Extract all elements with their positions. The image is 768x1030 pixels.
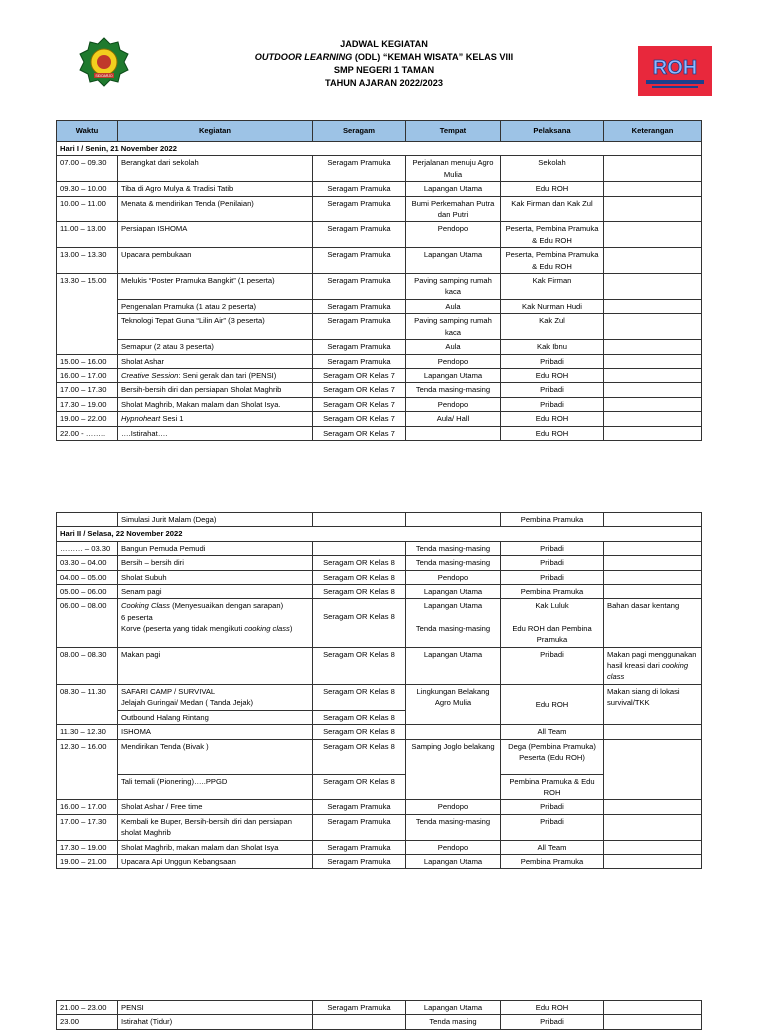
day-heading-row bbox=[57, 527, 702, 541]
cell-tempat: Pendopo bbox=[406, 840, 501, 854]
cell-tempat: Lingkungan Belakang Agro Mulia bbox=[406, 684, 501, 724]
cell-keterangan bbox=[604, 383, 702, 397]
table-row bbox=[57, 585, 702, 599]
cell-pelaksana: All Team bbox=[501, 725, 604, 739]
cell-kegiatan: ….Istirahat…. bbox=[118, 426, 313, 440]
cell-seragam: Seragam OR Kelas 7 bbox=[313, 368, 406, 382]
col-header-tempat: Tempat bbox=[406, 121, 501, 142]
cell-kegiatan: Creative Session: Seni gerak dan tari (PENSI) bbox=[118, 368, 313, 382]
cell-waktu: 16.00 – 17.00 bbox=[57, 368, 118, 382]
cell-keterangan bbox=[604, 800, 702, 814]
table-row bbox=[57, 684, 702, 710]
cell-kegiatan: Sholat Subuh bbox=[118, 570, 313, 584]
table-row bbox=[57, 397, 702, 411]
col-header-pelaksana: Pelaksana bbox=[501, 121, 604, 142]
cell-waktu: 17.00 – 17.30 bbox=[57, 814, 118, 840]
cell-keterangan bbox=[604, 513, 702, 527]
cell-keterangan bbox=[604, 585, 702, 599]
cell-seragam: Seragam Pramuka bbox=[313, 222, 406, 248]
cell-keterangan bbox=[604, 1015, 702, 1029]
cell-waktu: 13.30 – 15.00 bbox=[57, 274, 118, 354]
table-row bbox=[57, 156, 702, 182]
table-row bbox=[57, 274, 702, 300]
table-row bbox=[57, 412, 702, 426]
cell-waktu: 22.00 - …….. bbox=[57, 426, 118, 440]
schedule-table-day2-continued bbox=[56, 1000, 702, 1030]
cell-waktu: 15.00 – 16.00 bbox=[57, 354, 118, 368]
cell-pelaksana: Edu ROH bbox=[501, 684, 604, 724]
cell-kegiatan: Semapur (2 atau 3 peserta) bbox=[118, 340, 313, 354]
cell-kegiatan: Menata & mendirikan Tenda (Penilaian) bbox=[118, 196, 313, 222]
cell-seragam: Seragam OR Kelas 8 bbox=[313, 570, 406, 584]
cell-pelaksana: Pembina Pramuka bbox=[501, 854, 604, 868]
cell-pelaksana: Pribadi bbox=[501, 800, 604, 814]
cell-waktu: ……… – 03.30 bbox=[57, 541, 118, 555]
logo-caption: SIDOARJO bbox=[95, 74, 113, 78]
cell-kegiatan: Senam pagi bbox=[118, 585, 313, 599]
cell-tempat: Lapangan Utama bbox=[406, 248, 501, 274]
cell-waktu: 12.30 – 16.00 bbox=[57, 739, 118, 800]
cell-tempat: Bumi Perkemahan Putra dan Putri bbox=[406, 196, 501, 222]
cell-kegiatan: Sholat Ashar / Free time bbox=[118, 800, 313, 814]
cell-tempat: Lapangan Utama bbox=[406, 647, 501, 684]
cell-waktu bbox=[57, 513, 118, 527]
cell-waktu: 11.00 – 13.00 bbox=[57, 222, 118, 248]
table-row bbox=[57, 1015, 702, 1029]
cell-pelaksana: Pembina Pramuka & Edu ROH bbox=[501, 774, 604, 800]
cell-pelaksana: Peserta, Pembina Pramuka & Edu ROH bbox=[501, 222, 604, 248]
cell-tempat: Paving samping rumah kaca bbox=[406, 314, 501, 340]
table-row bbox=[57, 739, 702, 774]
cell-tempat: Lapangan Utama Tenda masing-masing bbox=[406, 599, 501, 647]
cell-tempat: Pendopo bbox=[406, 570, 501, 584]
cell-pelaksana: Kak Firman bbox=[501, 274, 604, 300]
cell-seragam: Seragam OR Kelas 8 bbox=[313, 599, 406, 647]
table-row bbox=[57, 840, 702, 854]
table-row bbox=[57, 800, 702, 814]
roh-logo bbox=[638, 46, 712, 96]
cell-waktu: 17.30 – 19.00 bbox=[57, 840, 118, 854]
cell-tempat: Perjalanan menuju Agro Mulia bbox=[406, 156, 501, 182]
cell-tempat: Pendopo bbox=[406, 397, 501, 411]
cell-tempat: Lapangan Utama bbox=[406, 368, 501, 382]
cell-keterangan bbox=[604, 368, 702, 382]
cell-kegiatan: Pengenalan Pramuka (1 atau 2 peserta) bbox=[118, 299, 313, 313]
cell-pelaksana: Sekolah bbox=[501, 156, 604, 182]
table-row bbox=[57, 368, 702, 382]
cell-kegiatan: Outbound Halang Rintang bbox=[118, 710, 313, 724]
cell-kegiatan: SAFARI CAMP / SURVIVAL Jelajah Guringai/ Medan ( Tanda Jejak) bbox=[118, 684, 313, 710]
cell-pelaksana: Edu ROH bbox=[501, 368, 604, 382]
cell-seragam: Seragam Pramuka bbox=[313, 800, 406, 814]
cell-kegiatan: Sholat Ashar bbox=[118, 354, 313, 368]
cell-keterangan bbox=[604, 725, 702, 739]
cell-pelaksana: Pribadi bbox=[501, 647, 604, 684]
cell-seragam bbox=[313, 513, 406, 527]
cell-kegiatan: Melukis “Poster Pramuka Bangkit” (1 peserta) bbox=[118, 274, 313, 300]
cell-waktu: 09.30 – 10.00 bbox=[57, 182, 118, 196]
table-row bbox=[57, 314, 702, 340]
cell-keterangan bbox=[604, 814, 702, 840]
cell-waktu: 19.00 – 22.00 bbox=[57, 412, 118, 426]
cell-tempat: Aula/ Hall bbox=[406, 412, 501, 426]
table-row bbox=[57, 725, 702, 739]
cell-keterangan bbox=[604, 156, 702, 182]
cell-tempat: Pendopo bbox=[406, 222, 501, 248]
table-header-row bbox=[57, 121, 702, 142]
col-header-keterangan: Keterangan bbox=[604, 121, 702, 142]
table-row bbox=[57, 340, 702, 354]
cell-waktu: 11.30 – 12.30 bbox=[57, 725, 118, 739]
cell-kegiatan: PENSI bbox=[118, 1001, 313, 1015]
cell-keterangan: Makan pagi menggunakan hasil kreasi dari cooking class bbox=[604, 647, 702, 684]
cell-waktu: 05.00 – 06.00 bbox=[57, 585, 118, 599]
cell-waktu: 03.30 – 04.00 bbox=[57, 556, 118, 570]
cell-seragam: Seragam Pramuka bbox=[313, 1001, 406, 1015]
cell-keterangan bbox=[604, 840, 702, 854]
cell-pelaksana: Kak Luluk Edu ROH dan Pembina Pramuka bbox=[501, 599, 604, 647]
cell-keterangan bbox=[604, 556, 702, 570]
day-heading: Hari I / Senin, 21 November 2022 bbox=[57, 142, 702, 156]
cell-keterangan bbox=[604, 854, 702, 868]
cell-pelaksana: Pribadi bbox=[501, 556, 604, 570]
cell-pelaksana: Pribadi bbox=[501, 383, 604, 397]
cell-waktu: 10.00 – 11.00 bbox=[57, 196, 118, 222]
cell-tempat: Lapangan Utama bbox=[406, 182, 501, 196]
cell-keterangan bbox=[604, 340, 702, 354]
cell-seragam: Seragam Pramuka bbox=[313, 196, 406, 222]
cell-kegiatan: Cooking Class (Menyesuaikan dengan sarapan) 6 peserta Korve (peserta yang tidak mengikuti cooking class) bbox=[118, 599, 313, 647]
table-row bbox=[57, 299, 702, 313]
cell-kegiatan: Bangun Pemuda Pemudi bbox=[118, 541, 313, 555]
cell-pelaksana: Pembina Pramuka bbox=[501, 513, 604, 527]
cell-pelaksana: Pribadi bbox=[501, 397, 604, 411]
cell-seragam: Seragam Pramuka bbox=[313, 840, 406, 854]
cell-waktu: 17.30 – 19.00 bbox=[57, 397, 118, 411]
cell-seragam: Seragam OR Kelas 8 bbox=[313, 556, 406, 570]
table-row bbox=[57, 354, 702, 368]
cell-keterangan bbox=[604, 1001, 702, 1015]
table-row bbox=[57, 383, 702, 397]
table-row bbox=[57, 182, 702, 196]
cell-keterangan bbox=[604, 739, 702, 800]
table-row bbox=[57, 599, 702, 647]
cell-seragam: Seragam OR Kelas 7 bbox=[313, 383, 406, 397]
table-row bbox=[57, 248, 702, 274]
cell-tempat: Pendopo bbox=[406, 354, 501, 368]
cell-tempat: Tenda masing bbox=[406, 1015, 501, 1029]
cell-seragam: Seragam Pramuka bbox=[313, 314, 406, 340]
cell-tempat: Samping Joglo belakang bbox=[406, 739, 501, 800]
cell-kegiatan: Istirahat (Tidur) bbox=[118, 1015, 313, 1029]
cell-pelaksana: Kak Firman dan Kak Zul bbox=[501, 196, 604, 222]
cell-keterangan bbox=[604, 570, 702, 584]
header-year: TAHUN AJARAN 2022/2023 bbox=[325, 78, 443, 88]
table-row bbox=[57, 196, 702, 222]
cell-pelaksana: Pribadi bbox=[501, 814, 604, 840]
cell-pelaksana: Pembina Pramuka bbox=[501, 585, 604, 599]
cell-seragam: Seragam Pramuka bbox=[313, 156, 406, 182]
cell-kegiatan: Simulasi Jurit Malam (Dega) bbox=[118, 513, 313, 527]
cell-waktu: 23.00 bbox=[57, 1015, 118, 1029]
cell-kegiatan: Persiapan ISHOMA bbox=[118, 222, 313, 248]
schedule-table-day1 bbox=[56, 120, 702, 441]
cell-keterangan bbox=[604, 196, 702, 222]
cell-tempat bbox=[406, 725, 501, 739]
cell-pelaksana: Kak Zul bbox=[501, 314, 604, 340]
cell-seragam: Seragam OR Kelas 8 bbox=[313, 684, 406, 710]
cell-tempat: Tenda masing-masing bbox=[406, 814, 501, 840]
cell-waktu: 17.00 – 17.30 bbox=[57, 383, 118, 397]
cell-keterangan bbox=[604, 248, 702, 274]
cell-kegiatan: Upacara Api Unggun Kebangsaan bbox=[118, 854, 313, 868]
cell-waktu: 07.00 – 09.30 bbox=[57, 156, 118, 182]
cell-keterangan bbox=[604, 397, 702, 411]
cell-seragam: Seragam Pramuka bbox=[313, 299, 406, 313]
day-heading: Hari II / Selasa, 22 November 2022 bbox=[57, 527, 702, 541]
cell-tempat: Lapangan Utama bbox=[406, 1001, 501, 1015]
cell-kegiatan: Hypnoheart Sesi 1 bbox=[118, 412, 313, 426]
cell-pelaksana: Edu ROH bbox=[501, 426, 604, 440]
cell-kegiatan: Sholat Maghrib, makan malam dan Sholat Isya bbox=[118, 840, 313, 854]
cell-pelaksana: Edu ROH bbox=[501, 182, 604, 196]
cell-keterangan: Bahan dasar kentang bbox=[604, 599, 702, 647]
table-row bbox=[57, 854, 702, 868]
cell-pelaksana: Edu ROH bbox=[501, 412, 604, 426]
cell-pelaksana: Peserta, Pembina Pramuka & Edu ROH bbox=[501, 248, 604, 274]
cell-kegiatan: Bersih – bersih diri bbox=[118, 556, 313, 570]
cell-keterangan bbox=[604, 182, 702, 196]
cell-seragam: Seragam OR Kelas 8 bbox=[313, 739, 406, 774]
cell-pelaksana: Kak Ibnu bbox=[501, 340, 604, 354]
cell-tempat: Aula bbox=[406, 299, 501, 313]
table-row bbox=[57, 513, 702, 527]
cell-pelaksana: Pribadi bbox=[501, 570, 604, 584]
cell-tempat bbox=[406, 426, 501, 440]
cell-keterangan bbox=[604, 274, 702, 300]
cell-keterangan bbox=[604, 541, 702, 555]
cell-seragam: Seragam Pramuka bbox=[313, 248, 406, 274]
cell-seragam: Seragam Pramuka bbox=[313, 182, 406, 196]
cell-tempat: Lapangan Utama bbox=[406, 585, 501, 599]
table-row bbox=[57, 426, 702, 440]
cell-tempat: Tenda masing-masing bbox=[406, 383, 501, 397]
cell-pelaksana: Kak Nurman Hudi bbox=[501, 299, 604, 313]
table-row bbox=[57, 556, 702, 570]
cell-pelaksana: Dega (Pembina Pramuka) Peserta (Edu ROH) bbox=[501, 739, 604, 774]
cell-pelaksana: Pribadi bbox=[501, 541, 604, 555]
cell-seragam: Seragam OR Kelas 7 bbox=[313, 397, 406, 411]
cell-keterangan bbox=[604, 354, 702, 368]
cell-kegiatan: ISHOMA bbox=[118, 725, 313, 739]
cell-waktu: 16.00 – 17.00 bbox=[57, 800, 118, 814]
cell-seragam: Seragam Pramuka bbox=[313, 854, 406, 868]
cell-pelaksana: Edu ROH bbox=[501, 1001, 604, 1015]
cell-seragam: Seragam OR Kelas 8 bbox=[313, 647, 406, 684]
cell-tempat: Aula bbox=[406, 340, 501, 354]
cell-tempat: Lapangan Utama bbox=[406, 854, 501, 868]
cell-waktu: 04.00 – 05.00 bbox=[57, 570, 118, 584]
cell-waktu: 08.30 – 11.30 bbox=[57, 684, 118, 724]
cell-keterangan bbox=[604, 222, 702, 248]
roh-logo-text: ROH bbox=[652, 57, 698, 79]
cell-tempat bbox=[406, 513, 501, 527]
cell-kegiatan: Bersih-bersih diri dan persiapan Sholat Maghrib bbox=[118, 383, 313, 397]
cell-seragam: Seragam OR Kelas 8 bbox=[313, 710, 406, 724]
table-row bbox=[57, 1001, 702, 1015]
cell-kegiatan: Upacara pembukaan bbox=[118, 248, 313, 274]
cell-seragam: Seragam OR Kelas 7 bbox=[313, 426, 406, 440]
cell-pelaksana: Pribadi bbox=[501, 1015, 604, 1029]
cell-kegiatan: Kembali ke Buper, Bersih-bersih diri dan persiapan sholat Maghrib bbox=[118, 814, 313, 840]
cell-waktu: 13.00 – 13.30 bbox=[57, 248, 118, 274]
header-title: JADWAL KEGIATAN bbox=[340, 39, 428, 49]
cell-waktu: 19.00 – 21.00 bbox=[57, 854, 118, 868]
cell-seragam: Seragam OR Kelas 7 bbox=[313, 412, 406, 426]
cell-keterangan bbox=[604, 412, 702, 426]
cell-tempat: Pendopo bbox=[406, 800, 501, 814]
cell-tempat: Tenda masing-masing bbox=[406, 541, 501, 555]
cell-kegiatan: Tali temali (Pionering)…..PPGD bbox=[118, 774, 313, 800]
schedule-table-day2 bbox=[56, 512, 702, 869]
cell-keterangan bbox=[604, 314, 702, 340]
cell-kegiatan: Teknologi Tepat Guna “Lilin Air” (3 peserta) bbox=[118, 314, 313, 340]
cell-waktu: 08.00 – 08.30 bbox=[57, 647, 118, 684]
cell-waktu: 21.00 – 23.00 bbox=[57, 1001, 118, 1015]
cell-seragam: Seragam Pramuka bbox=[313, 340, 406, 354]
cell-pelaksana: Pribadi bbox=[501, 354, 604, 368]
table-row bbox=[57, 222, 702, 248]
header-subtitle: OUTDOOR LEARNING (ODL) “KEMAH WISATA” KELAS VIII bbox=[254, 52, 514, 62]
cell-seragam: Seragam Pramuka bbox=[313, 354, 406, 368]
cell-tempat: Tenda masing-masing bbox=[406, 556, 501, 570]
cell-tempat: Paving samping rumah kaca bbox=[406, 274, 501, 300]
cell-waktu: 06.00 – 08.00 bbox=[57, 599, 118, 647]
day-heading-row bbox=[57, 142, 702, 156]
cell-seragam: Seragam OR Kelas 8 bbox=[313, 725, 406, 739]
table-row bbox=[57, 647, 702, 684]
col-header-waktu: Waktu bbox=[57, 121, 118, 142]
cell-pelaksana: All Team bbox=[501, 840, 604, 854]
table-row bbox=[57, 570, 702, 584]
col-header-kegiatan: Kegiatan bbox=[118, 121, 313, 142]
cell-seragam: Seragam Pramuka bbox=[313, 814, 406, 840]
table-row bbox=[57, 541, 702, 555]
table-row bbox=[57, 814, 702, 840]
cell-kegiatan: Makan pagi bbox=[118, 647, 313, 684]
cell-keterangan bbox=[604, 426, 702, 440]
col-header-seragam: Seragam bbox=[313, 121, 406, 142]
cell-kegiatan: Mendirikan Tenda (Bivak ) bbox=[118, 739, 313, 774]
cell-seragam: Seragam OR Kelas 8 bbox=[313, 774, 406, 800]
cell-kegiatan: Sholat Maghrib, Makan malam dan Sholat Isya. bbox=[118, 397, 313, 411]
header-school: SMP NEGERI 1 TAMAN bbox=[333, 65, 435, 75]
cell-seragam bbox=[313, 1015, 406, 1029]
cell-seragam: Seragam Pramuka bbox=[313, 274, 406, 300]
cell-kegiatan: Berangkat dari sekolah bbox=[118, 156, 313, 182]
cell-kegiatan: Tiba di Agro Mulya & Tradisi Tatib bbox=[118, 182, 313, 196]
cell-seragam bbox=[313, 541, 406, 555]
cell-keterangan: Makan siang di lokasi survival/TKK bbox=[604, 684, 702, 724]
cell-keterangan bbox=[604, 299, 702, 313]
cell-seragam: Seragam OR Kelas 8 bbox=[313, 585, 406, 599]
